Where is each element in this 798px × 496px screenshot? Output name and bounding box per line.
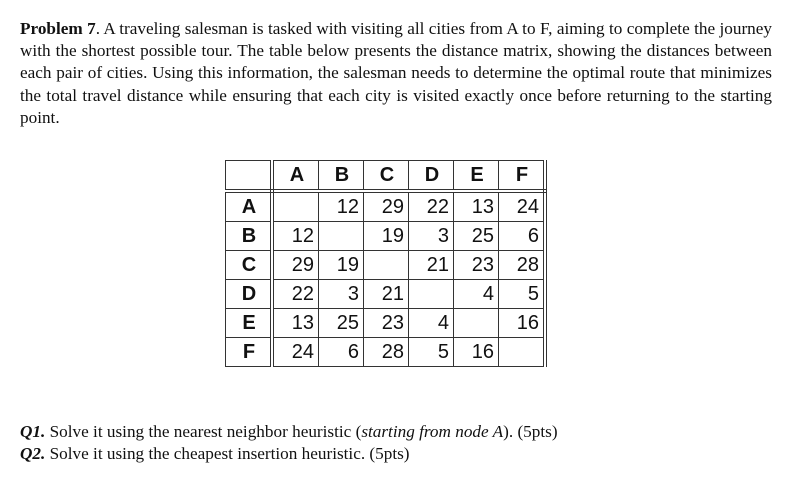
distance-cell: 24 xyxy=(499,191,546,222)
row-header-c: C xyxy=(226,251,273,280)
distance-cell: 22 xyxy=(409,191,454,222)
questions xyxy=(20,421,772,465)
distance-cell: 6 xyxy=(319,338,364,367)
distance-cell: 4 xyxy=(409,309,454,338)
distance-cell: 12 xyxy=(272,222,319,251)
column-header-b: B xyxy=(319,161,364,192)
row-header-d: D xyxy=(226,280,273,309)
row-header-b: B xyxy=(226,222,273,251)
distance-cell: 5 xyxy=(499,280,546,309)
table-row xyxy=(226,251,546,280)
distance-cell: 5 xyxy=(409,338,454,367)
row-header-a: A xyxy=(226,191,273,222)
distance-cell: 13 xyxy=(454,191,499,222)
distance-matrix xyxy=(225,160,547,367)
distance-cell: 13 xyxy=(272,309,319,338)
question-italic: starting from node A xyxy=(361,422,504,441)
distance-cell: 19 xyxy=(364,222,409,251)
distance-cell: 19 xyxy=(319,251,364,280)
table-header-row xyxy=(226,161,546,192)
distance-cell: 29 xyxy=(272,251,319,280)
distance-cell: 4 xyxy=(454,280,499,309)
table-row xyxy=(226,338,546,367)
distance-cell: 21 xyxy=(364,280,409,309)
distance-cell: 28 xyxy=(499,251,546,280)
question-text-end: ). (5pts) xyxy=(503,422,558,441)
distance-cell xyxy=(454,309,499,338)
distance-cell xyxy=(499,338,546,367)
question-label: Q2. xyxy=(20,444,46,463)
table-row xyxy=(226,309,546,338)
distance-cell: 6 xyxy=(499,222,546,251)
distance-cell: 3 xyxy=(409,222,454,251)
table-row xyxy=(226,280,546,309)
distance-table xyxy=(225,160,547,367)
distance-cell: 16 xyxy=(454,338,499,367)
distance-cell: 21 xyxy=(409,251,454,280)
row-header-e: E xyxy=(226,309,273,338)
row-header-f: F xyxy=(226,338,273,367)
problem-statement xyxy=(20,18,772,129)
column-header-c: C xyxy=(364,161,409,192)
distance-cell: 23 xyxy=(454,251,499,280)
question-2 xyxy=(20,443,772,465)
column-header-f: F xyxy=(499,161,546,192)
problem-label: Problem 7 xyxy=(20,19,96,38)
problem-text: . A traveling salesman is tasked with visiting all cities from A to F, aiming to complete the journey with the shortest possible tour. The table below presents the distance matrix, showing the distances between each pair of cities. Using this information, the salesman needs to determine the optimal route that minimizes the total travel distance while ensuring that each city is visited exactly once before returning to the starting point. xyxy=(20,19,772,127)
distance-cell: 28 xyxy=(364,338,409,367)
question-text: Solve it using the cheapest insertion heuristic. (5pts) xyxy=(45,444,410,463)
distance-cell: 29 xyxy=(364,191,409,222)
distance-cell xyxy=(364,251,409,280)
question-label: Q1. xyxy=(20,422,46,441)
table-row xyxy=(226,191,546,222)
distance-cell: 25 xyxy=(319,309,364,338)
distance-cell xyxy=(272,191,319,222)
table-corner-cell xyxy=(226,161,273,192)
question-text: Solve it using the nearest neighbor heuristic ( xyxy=(45,422,362,441)
distance-cell xyxy=(409,280,454,309)
distance-cell: 25 xyxy=(454,222,499,251)
distance-cell: 22 xyxy=(272,280,319,309)
distance-cell: 16 xyxy=(499,309,546,338)
distance-cell: 24 xyxy=(272,338,319,367)
column-header-a: A xyxy=(272,161,319,192)
column-header-d: D xyxy=(409,161,454,192)
distance-cell: 23 xyxy=(364,309,409,338)
distance-cell: 12 xyxy=(319,191,364,222)
column-header-e: E xyxy=(454,161,499,192)
table-row xyxy=(226,222,546,251)
distance-cell xyxy=(319,222,364,251)
distance-cell: 3 xyxy=(319,280,364,309)
question-1 xyxy=(20,421,772,443)
